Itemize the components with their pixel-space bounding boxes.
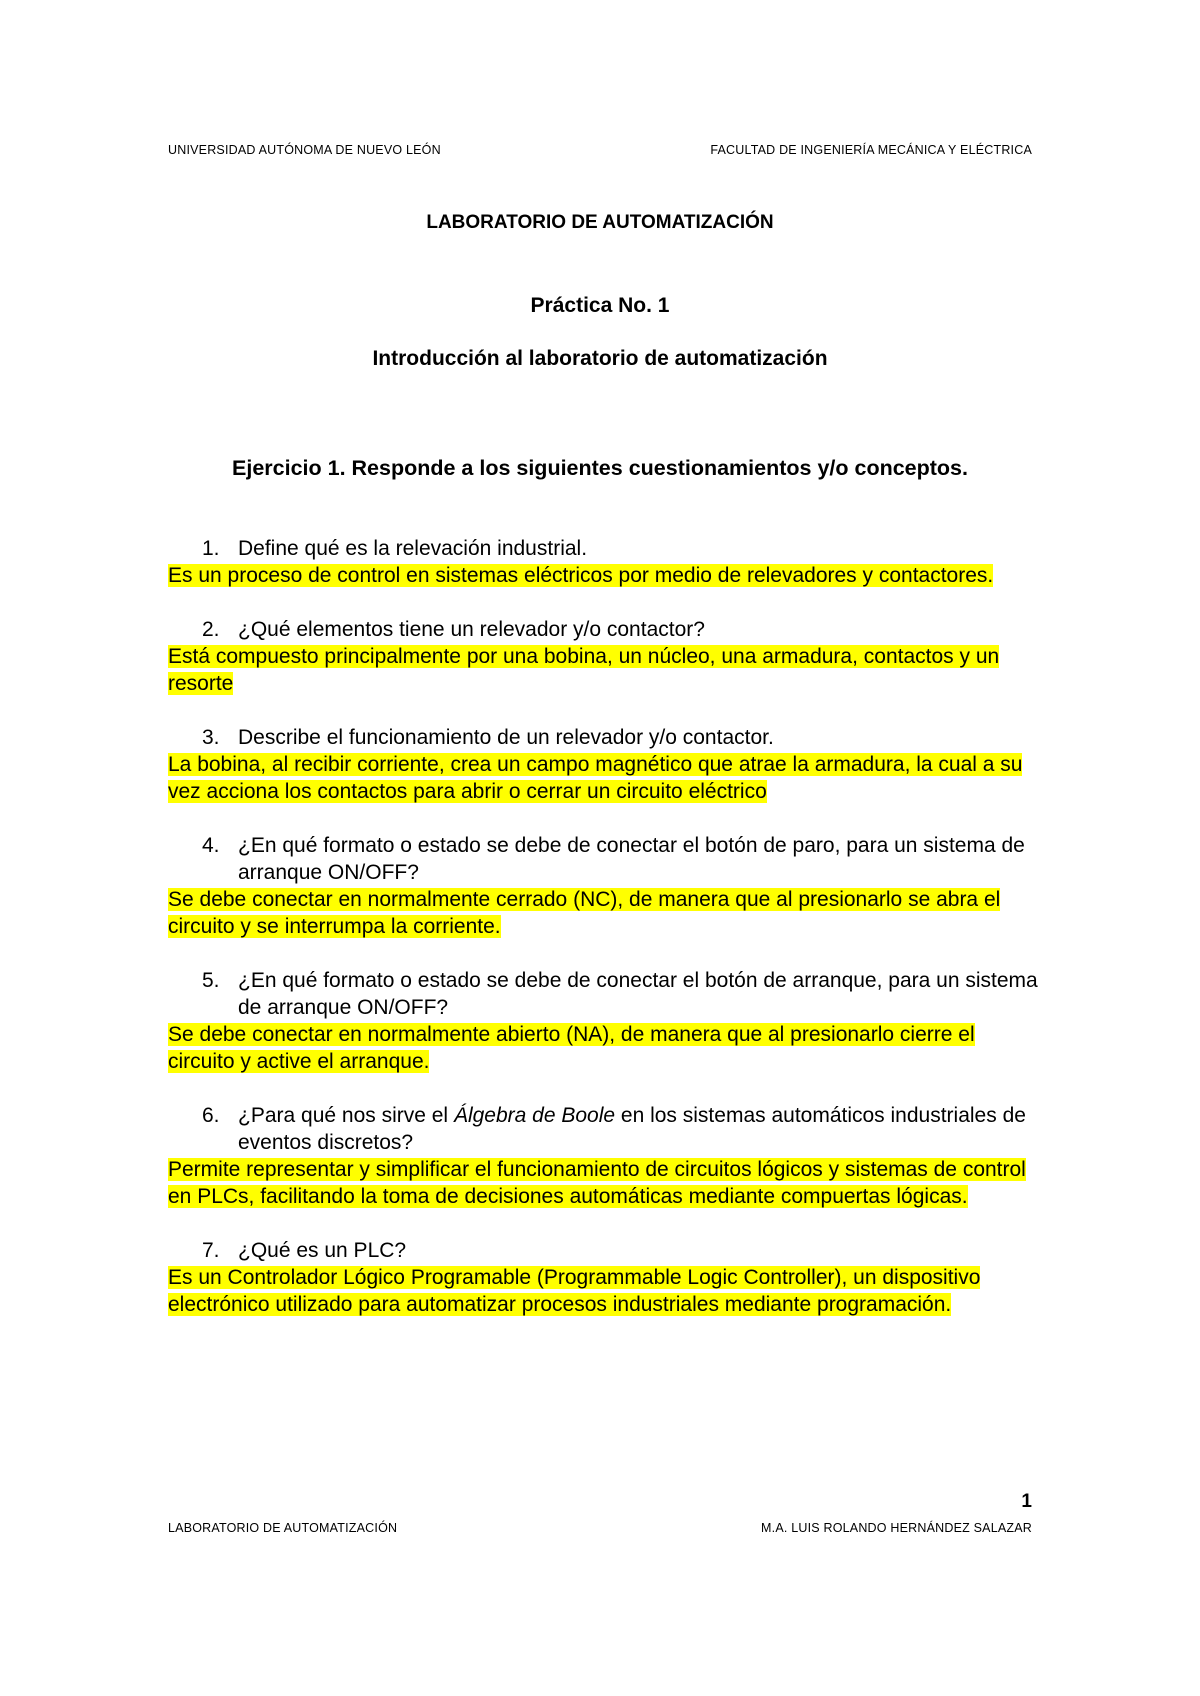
question-number: 2. (202, 618, 220, 641)
answer-text: Es un Controlador Lógico Programable (Programmable Logic Controller), un dispositivo electrónico utilizado para automatizar procesos industriales mediante programación. (168, 1266, 981, 1316)
question-number: 7. (202, 1239, 220, 1262)
question-answer-list (168, 535, 1038, 1345)
list-item (168, 1237, 1038, 1318)
answer (168, 1156, 1038, 1210)
answer (168, 643, 1038, 697)
footer-lab-name: LABORATORIO DE AUTOMATIZACIÓN (168, 1521, 398, 1535)
question (168, 967, 1038, 1021)
answer (168, 562, 1038, 589)
question-text: ¿Para qué nos sirve el (238, 1104, 454, 1127)
question (168, 832, 1038, 886)
question-number: 5. (202, 969, 220, 992)
question-number: 6. (202, 1104, 220, 1127)
question-text: Describe el funcionamiento de un relevador y/o contactor. (238, 726, 774, 749)
answer-text: La bobina, al recibir corriente, crea un campo magnético que atrae la armadura, la cual a su vez acciona los contactos para abrir o cerrar un circuito eléctrico (168, 753, 1023, 803)
answer-text: Permite representar y simplificar el funcionamiento de circuitos lógicos y sistemas de control en PLCs, facilitando la toma de decisiones automáticas mediante compuertas lógicas. (168, 1158, 1026, 1208)
question-italic-term: Álgebra de Boole (453, 1104, 616, 1127)
exercise-heading: Ejercicio 1. Responde a los siguientes cuestionamientos y/o conceptos. (232, 456, 968, 480)
list-item (168, 616, 1038, 697)
answer-text: Está compuesto principalmente por una bobina, un núcleo, una armadura, contactos y un resorte (168, 645, 1000, 695)
list-item (168, 832, 1038, 940)
header-faculty: FACULTAD DE INGENIERÍA MECÁNICA Y ELÉCTRICA (710, 143, 1032, 157)
answer (168, 886, 1038, 940)
footer-author: M.A. LUIS ROLANDO HERNÁNDEZ SALAZAR (761, 1521, 1032, 1535)
question-text: ¿Qué es un PLC? (238, 1239, 407, 1262)
question-text: Define qué es la relevación industrial. (238, 537, 588, 560)
page-number: 1 (1021, 1491, 1032, 1512)
question-number: 4. (202, 834, 220, 857)
question-text: ¿Qué elementos tiene un relevador y/o contactor? (238, 618, 705, 641)
answer-text: Es un proceso de control en sistemas eléctricos por medio de relevadores y contactores. (168, 564, 994, 587)
question (168, 724, 1038, 751)
answer-text: Se debe conectar en normalmente cerrado (NC), de manera que al presionarlo se abra el circuito y se interrumpa la corriente. (168, 888, 1001, 938)
answer (168, 1264, 1038, 1318)
question-text-continued: en los sistemas automáticos industriales de eventos discretos? (238, 1104, 1026, 1154)
answer-text: Se debe conectar en normalmente abierto (NA), de manera que al presionarlo cierre el circuito y active el arranque. (168, 1023, 975, 1073)
answer (168, 1021, 1038, 1075)
question (168, 1102, 1038, 1156)
list-item (168, 1102, 1038, 1210)
practice-number: Práctica No. 1 (530, 294, 670, 317)
practice-subtitle: Introducción al laboratorio de automatización (372, 347, 828, 370)
lab-title: LABORATORIO DE AUTOMATIZACIÓN (426, 212, 774, 233)
question-number: 3. (202, 726, 220, 749)
question (168, 616, 1038, 643)
question-text: ¿En qué formato o estado se debe de conectar el botón de arranque, para un sistema de arranque ON/OFF? (238, 969, 1038, 1019)
question (168, 1237, 1038, 1264)
question-number: 1. (202, 537, 220, 560)
list-item (168, 724, 1038, 805)
list-item (168, 967, 1038, 1075)
answer (168, 751, 1038, 805)
question-text: ¿En qué formato o estado se debe de conectar el botón de paro, para un sistema de arranque ON/OFF? (238, 834, 1025, 884)
list-item (168, 535, 1038, 589)
question (168, 535, 1038, 562)
header-university: UNIVERSIDAD AUTÓNOMA DE NUEVO LEÓN (168, 143, 441, 157)
